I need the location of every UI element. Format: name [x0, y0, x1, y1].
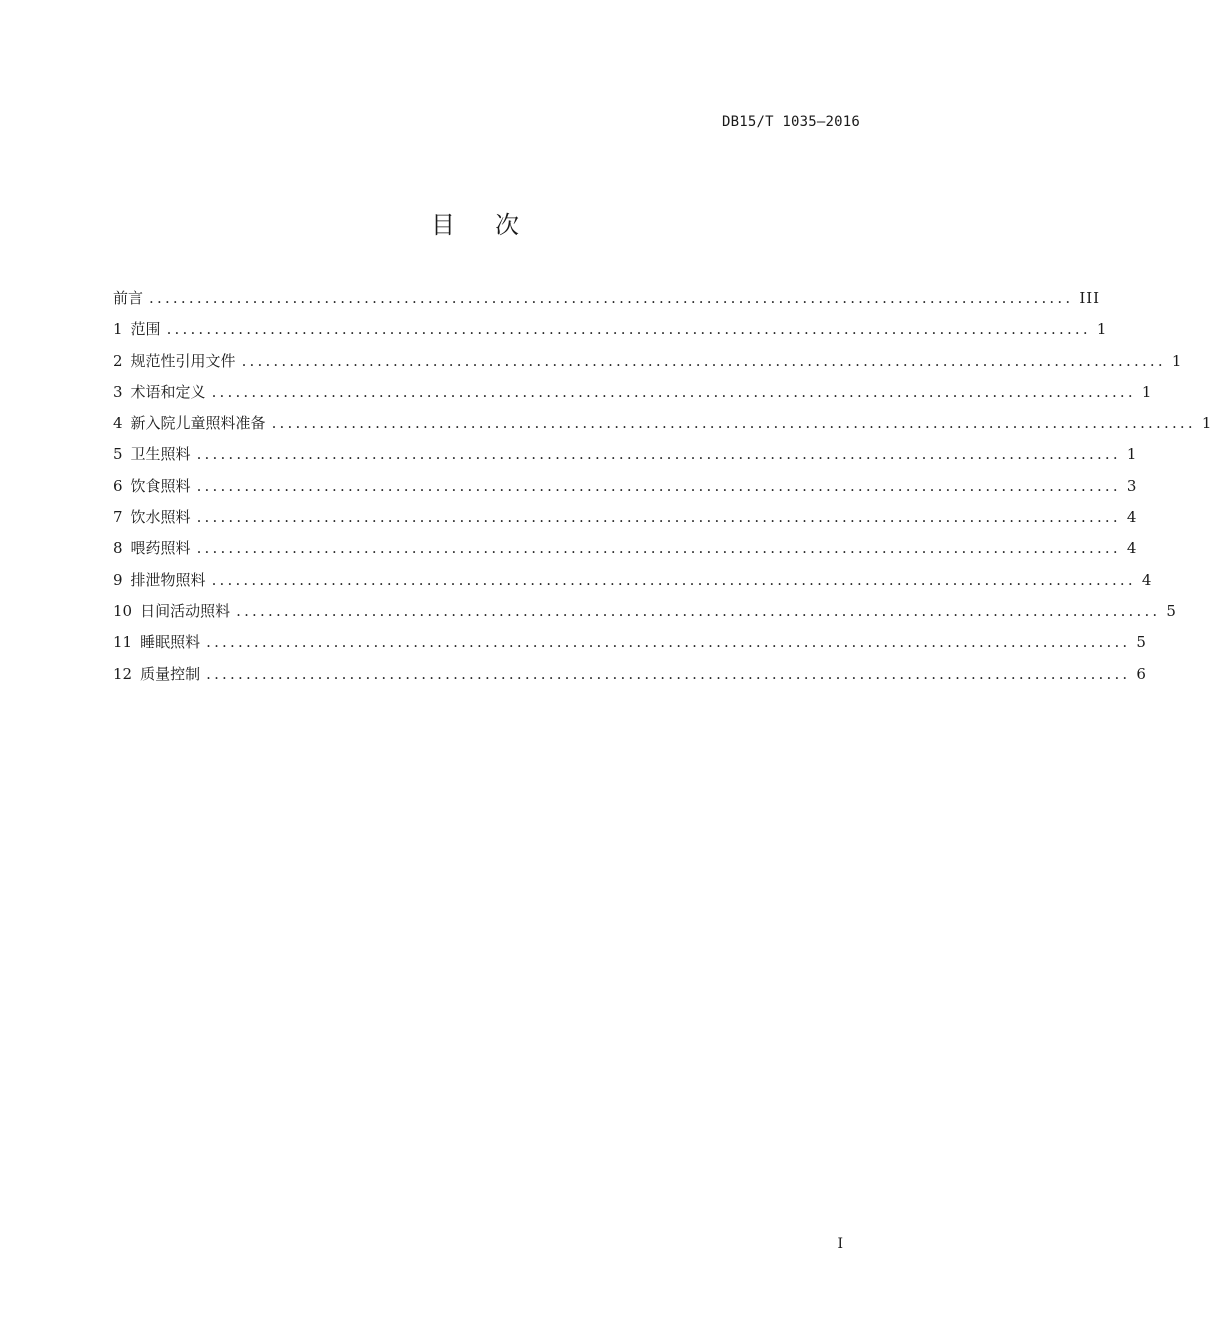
- toc-entry-page: 6: [1136, 664, 1147, 683]
- toc-entry-admission-preparation[interactable]: [113, 411, 1212, 442]
- dot-leader: ....................................................................................................................: [196, 476, 1121, 495]
- toc-entry-label: 术语和定义: [130, 382, 206, 401]
- toc-entry-number: 4: [113, 414, 123, 433]
- page-title: 目次: [431, 211, 559, 239]
- toc-entry-terms[interactable]: [113, 380, 1153, 411]
- toc-entry-page: 4: [1141, 570, 1153, 589]
- toc-entry-medication-care[interactable]: [113, 536, 1138, 567]
- dot-leader: ....................................................................................................................: [206, 664, 1131, 683]
- dot-leader: ....................................................................................................................: [206, 633, 1131, 652]
- toc-entry-number: 10: [113, 601, 133, 620]
- toc-entry-excretion-care[interactable]: [113, 568, 1153, 599]
- toc-entry-label: 排泄物照料: [130, 570, 206, 589]
- toc-entry-page: 1: [1201, 414, 1212, 433]
- toc-entry-number: 2: [113, 351, 123, 370]
- dot-leader: ....................................................................................................................: [211, 382, 1136, 401]
- toc-entry-page: 1: [1141, 382, 1153, 401]
- toc-entry-number: 5: [113, 445, 123, 464]
- toc-entry-sleep-care[interactable]: [113, 630, 1147, 661]
- toc-entry-label: 日间活动照料: [140, 601, 231, 620]
- dot-leader: ....................................................................................................................: [241, 351, 1166, 370]
- toc-entry-water-care[interactable]: [113, 505, 1138, 536]
- toc-entry-label: 睡眠照料: [140, 633, 201, 652]
- dot-leader: ....................................................................................................................: [236, 601, 1161, 620]
- dot-leader: ....................................................................................................................: [166, 320, 1091, 339]
- toc-entry-page: 4: [1126, 508, 1138, 527]
- toc-entry-number: 8: [113, 539, 123, 558]
- toc-entry-page: 5: [1136, 633, 1147, 652]
- toc-entry-number: 1: [113, 320, 123, 339]
- toc-entry-number: 3: [113, 382, 123, 401]
- toc-entry-label: 前言: [113, 289, 144, 307]
- toc-entry-diet-care[interactable]: [113, 474, 1138, 505]
- document-code: DB15/T 1035—2016: [721, 114, 860, 130]
- toc-entry-label: 喂药照料: [130, 539, 191, 558]
- toc-entry-page: 1: [1126, 445, 1138, 464]
- toc-entry-number: 11: [113, 633, 133, 652]
- dot-leader: ....................................................................................................................: [196, 445, 1121, 464]
- dot-leader: ....................................................................................................................: [211, 570, 1136, 589]
- toc-entry-label: 饮水照料: [130, 508, 191, 527]
- toc-entry-page: 5: [1166, 601, 1177, 620]
- toc-entry-label: 新入院儿童照料准备: [130, 414, 266, 433]
- toc-entry-normative-references[interactable]: [113, 349, 1183, 380]
- toc-entry-label: 卫生照料: [130, 445, 191, 464]
- toc-entry-page: 3: [1126, 476, 1138, 495]
- dot-leader: ....................................................................................................................: [271, 414, 1196, 433]
- toc-entry-label: 范围: [130, 320, 161, 339]
- toc-entry-number: 6: [113, 476, 123, 495]
- toc-entry-number: 12: [113, 664, 133, 683]
- toc-entry-daytime-activity-care[interactable]: [113, 599, 1177, 630]
- table-of-contents: [113, 286, 1212, 693]
- toc-entry-page: 1: [1096, 320, 1108, 339]
- toc-entry-label: 质量控制: [140, 664, 201, 683]
- toc-entry-number: 9: [113, 570, 123, 589]
- toc-entry-foreword[interactable]: [113, 286, 1101, 317]
- toc-entry-scope[interactable]: [113, 317, 1108, 348]
- toc-entry-number: 7: [113, 508, 123, 527]
- dot-leader: ....................................................................................................................: [196, 539, 1121, 558]
- toc-entry-label: 饮食照料: [130, 476, 191, 495]
- dot-leader: ....................................................................................................................: [149, 289, 1074, 307]
- toc-entry-page: III: [1079, 289, 1101, 307]
- toc-entry-label: 规范性引用文件: [130, 351, 236, 370]
- page-number: I: [837, 1236, 843, 1252]
- dot-leader: ....................................................................................................................: [196, 508, 1121, 527]
- toc-entry-page: 4: [1126, 539, 1138, 558]
- toc-entry-page: 1: [1171, 351, 1183, 370]
- toc-entry-hygiene-care[interactable]: [113, 442, 1138, 473]
- toc-entry-quality-control[interactable]: [113, 662, 1147, 693]
